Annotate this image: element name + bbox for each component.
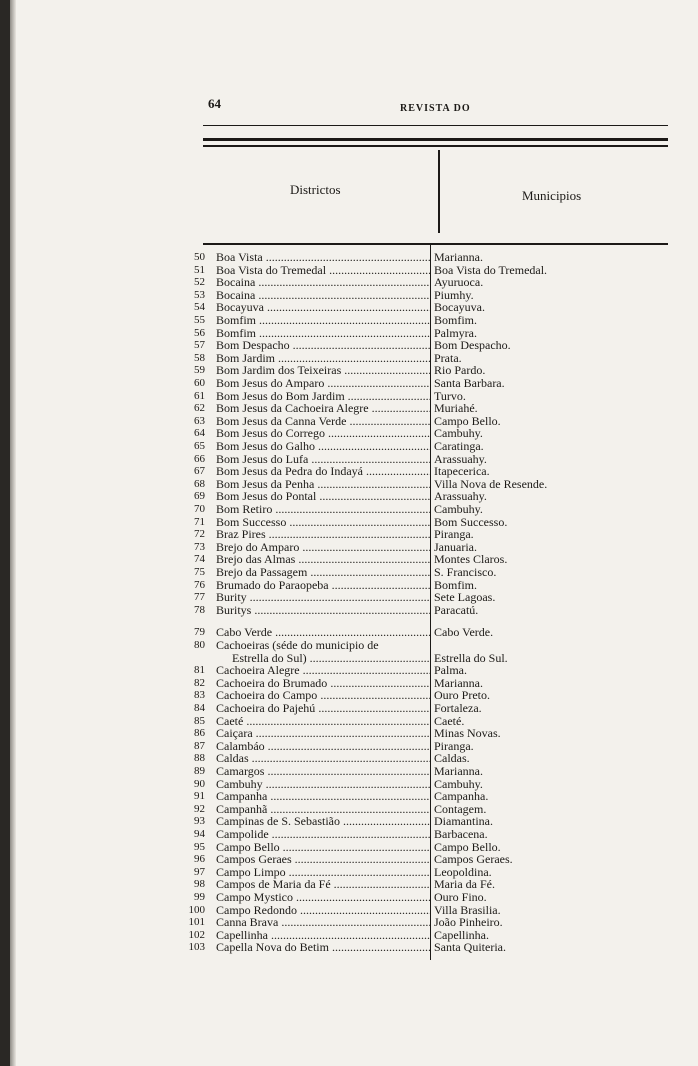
- municipio-name: Piumhy.: [434, 288, 474, 302]
- row-number: 74: [194, 553, 205, 565]
- table-row: [0, 890, 698, 904]
- row-number: 89: [194, 765, 205, 777]
- row-number: 61: [194, 390, 205, 402]
- district-name: Campo Mystico .....: [216, 890, 431, 904]
- row-number: 101: [188, 916, 205, 928]
- table-row: [0, 638, 698, 652]
- row-number: 85: [194, 715, 205, 727]
- district-name: Bom Jesus do Lufa .....: [216, 452, 431, 466]
- district-name: Campos Geraes .....: [216, 852, 431, 866]
- district-name: Burity .....: [216, 590, 431, 604]
- row-number: 62: [194, 402, 205, 414]
- district-name: Brumado do Paraopeba .....: [216, 578, 431, 592]
- district-name: Cachoeira Alegre .....: [216, 663, 431, 677]
- row-number: 90: [194, 778, 205, 790]
- municipio-name: Caldas.: [434, 751, 470, 765]
- table-row: [0, 426, 698, 440]
- municipio-name: Campo Bello.: [434, 840, 501, 854]
- row-number: 69: [194, 490, 205, 502]
- table-row: [0, 827, 698, 841]
- municipio-name: Leopoldina.: [434, 865, 492, 879]
- table-row: [0, 877, 698, 891]
- row-number: 102: [188, 929, 205, 941]
- district-name: Caldas .....: [216, 751, 431, 765]
- table-row: [0, 603, 698, 617]
- row-number: 55: [194, 314, 205, 326]
- row-number: 50: [194, 251, 205, 263]
- district-name: Bocaina .....: [216, 288, 431, 302]
- municipio-name: Cambuhy.: [434, 426, 483, 440]
- district-name: Campo Limpo .....: [216, 865, 431, 879]
- row-number: 52: [194, 276, 205, 288]
- table-row: [0, 590, 698, 604]
- table-row: [0, 552, 698, 566]
- row-number: 103: [188, 941, 205, 953]
- row-number: 71: [194, 516, 205, 528]
- row-number: 64: [194, 427, 205, 439]
- municipio-name: Ouro Fino.: [434, 890, 487, 904]
- municipio-name: Bom Despacho.: [434, 338, 511, 352]
- municipio-name: Muriahé.: [434, 401, 478, 415]
- row-number: 100: [188, 904, 205, 916]
- district-name: Caiçara .....: [216, 726, 431, 740]
- row-number: 60: [194, 377, 205, 389]
- municipio-name: Piranga.: [434, 739, 474, 753]
- district-name: Bom Successo .....: [216, 515, 431, 529]
- municipio-name: Itapecerica.: [434, 464, 490, 478]
- municipio-name: Cambuhy.: [434, 502, 483, 516]
- municipio-name: Bocayuva.: [434, 300, 485, 314]
- row-number: 79: [194, 626, 205, 638]
- row-number: 81: [194, 664, 205, 676]
- municipio-name: Villa Brasilia.: [434, 903, 501, 917]
- row-number: 53: [194, 289, 205, 301]
- municipio-name: Estrella do Sul.: [434, 651, 508, 665]
- municipio-name: Villa Nova de Resende.: [434, 477, 548, 491]
- table-row: [0, 751, 698, 765]
- table-row: [0, 250, 698, 264]
- municipio-name: Piranga.: [434, 527, 474, 541]
- row-number: 80: [194, 639, 205, 651]
- row-number: 83: [194, 689, 205, 701]
- municipio-name: Maria da Fé.: [434, 877, 495, 891]
- row-number: 51: [194, 264, 205, 276]
- municipio-name: Bomfim.: [434, 313, 478, 327]
- row-number: 78: [194, 604, 205, 616]
- row-number: 65: [194, 440, 205, 452]
- municipio-name: Santa Quiteria.: [434, 940, 506, 954]
- row-number: 70: [194, 503, 205, 515]
- municipio-name: Sete Lagoas.: [434, 590, 496, 604]
- row-number: 92: [194, 803, 205, 815]
- district-name: Bom Jesus da Penha .....: [216, 477, 431, 491]
- district-name: Campo Redondo .....: [216, 903, 431, 917]
- row-number: 73: [194, 541, 205, 553]
- district-name: Caeté .....: [216, 714, 431, 728]
- district-name: Campo Bello .....: [216, 840, 431, 854]
- row-number: 63: [194, 415, 205, 427]
- table-row: [0, 764, 698, 778]
- row-number: 94: [194, 828, 205, 840]
- district-name: Bocayuva .....: [216, 300, 431, 314]
- table-row: [0, 502, 698, 516]
- table-row: [0, 565, 698, 579]
- municipio-name: Caratinga.: [434, 439, 484, 453]
- municipio-name: Campos Geraes.: [434, 852, 513, 866]
- municipio-name: Bom Successo.: [434, 515, 508, 529]
- row-number: 58: [194, 352, 205, 364]
- municipio-name: Marianna.: [434, 250, 483, 264]
- district-name: Bom Jardim .....: [216, 351, 431, 365]
- district-name: Bom Jesus da Cachoeira Alegre .....: [216, 401, 431, 415]
- row-number: 99: [194, 891, 205, 903]
- row-number: 95: [194, 841, 205, 853]
- row-number: 54: [194, 301, 205, 313]
- row-number: 57: [194, 339, 205, 351]
- municipio-name: Turvo.: [434, 389, 466, 403]
- page-number: 64: [208, 96, 221, 111]
- table-row: [0, 489, 698, 503]
- table-row: [0, 726, 698, 740]
- running-head: REVISTA DO: [400, 103, 471, 114]
- table-row: [0, 275, 698, 289]
- district-name: Campolide .....: [216, 827, 431, 841]
- row-number: 68: [194, 478, 205, 490]
- district-name: Calambáo .....: [216, 739, 431, 753]
- district-name: Bom Jesus da Pedra do Indayá .....: [216, 464, 431, 478]
- district-name: Campinas de S. Sebastião .....: [216, 814, 431, 828]
- municipio-name: Januaria.: [434, 540, 477, 554]
- row-number: 97: [194, 866, 205, 878]
- district-name: Buritys .....: [216, 603, 431, 617]
- row-number: 93: [194, 815, 205, 827]
- municipio-name: Caeté.: [434, 714, 465, 728]
- table-row: [0, 527, 698, 541]
- district-name: Bom Jesus do Bom Jardim .....: [216, 389, 431, 403]
- district-name: Bom Jesus do Amparo .....: [216, 376, 431, 390]
- table-row: [0, 363, 698, 377]
- district-name: Bomfim .....: [216, 313, 431, 327]
- district-name: Cachoeira do Brumado .....: [216, 676, 431, 690]
- municipio-name: Montes Claros.: [434, 552, 508, 566]
- table-row: [0, 852, 698, 866]
- municipio-name: Minas Novas.: [434, 726, 501, 740]
- municipio-name: Rio Pardo.: [434, 363, 486, 377]
- row-number: 77: [194, 591, 205, 603]
- district-name: Cambuhy .....: [216, 777, 431, 791]
- municipio-name: Fortaleza.: [434, 701, 482, 715]
- district-name: Campos de Maria da Fé .....: [216, 877, 431, 891]
- row-number: 67: [194, 465, 205, 477]
- municipio-name: Palma.: [434, 663, 467, 677]
- district-name: Bom Jesus da Canna Verde .....: [216, 414, 431, 428]
- row-number: 76: [194, 579, 205, 591]
- district-name: Braz Pires .....: [216, 527, 431, 541]
- table-row: [0, 401, 698, 415]
- district-name: Campanha .....: [216, 789, 431, 803]
- row-number: 98: [194, 878, 205, 890]
- district-name: Boa Vista do Tremedal .....: [216, 263, 431, 277]
- municipio-name: Capellinha.: [434, 928, 489, 942]
- district-name: Capellinha .....: [216, 928, 431, 942]
- column-header-municipios: Municipios: [522, 188, 582, 203]
- district-name: Canna Brava .....: [216, 915, 431, 929]
- municipio-name: Marianna.: [434, 764, 483, 778]
- table-row: [0, 338, 698, 352]
- row-number: 86: [194, 727, 205, 739]
- municipio-name: Contagem.: [434, 802, 487, 816]
- row-number: 82: [194, 677, 205, 689]
- district-name: Bom Jardim dos Teixeiras .....: [216, 363, 431, 377]
- municipio-name: Boa Vista do Tremedal.: [434, 263, 548, 277]
- district-name: Cachoeira do Campo .....: [216, 688, 431, 702]
- table-row: [0, 464, 698, 478]
- table-row: [0, 376, 698, 390]
- municipio-name: Bomfim.: [434, 578, 478, 592]
- municipio-name: Cabo Verde.: [434, 625, 494, 639]
- municipio-name: Arassuahy.: [434, 452, 487, 466]
- table-row: [0, 625, 698, 639]
- district-name: Bom Despacho .....: [216, 338, 431, 352]
- municipio-name: Ouro Preto.: [434, 688, 490, 702]
- district-name: Bom Jesus do Pontal .....: [216, 489, 431, 503]
- row-number: 56: [194, 327, 205, 339]
- municipio-name: Campo Bello.: [434, 414, 501, 428]
- district-name: Bom Retiro .....: [216, 502, 431, 516]
- row-number: 75: [194, 566, 205, 578]
- table-row: [0, 814, 698, 828]
- district-name: Boa Vista .....: [216, 250, 431, 264]
- municipio-name: Campanha.: [434, 789, 489, 803]
- row-number: 96: [194, 853, 205, 865]
- table-row: [0, 688, 698, 702]
- district-name: Cabo Verde .....: [216, 625, 431, 639]
- district-name-continuation: Estrella do Sul) .....: [232, 651, 431, 665]
- row-number: 59: [194, 364, 205, 376]
- municipio-name: Marianna.: [434, 676, 483, 690]
- municipio-name: Diamantina.: [434, 814, 493, 828]
- municipio-name: Palmyra.: [434, 326, 477, 340]
- table-row: [0, 915, 698, 929]
- district-name: Brejo das Almas .....: [216, 552, 431, 566]
- municipio-name: Arassuahy.: [434, 489, 487, 503]
- municipio-name: S. Francisco.: [434, 565, 497, 579]
- row-number: 72: [194, 528, 205, 540]
- district-name: Campanhã .....: [216, 802, 431, 816]
- district-name: Bomfim .....: [216, 326, 431, 340]
- district-name: Capella Nova do Betim .....: [216, 940, 431, 954]
- municipio-name: Ayuruoca.: [434, 275, 484, 289]
- row-number: 84: [194, 702, 205, 714]
- municipio-name: Cambuhy.: [434, 777, 483, 791]
- table-row: [0, 300, 698, 314]
- municipio-name: Paracatú.: [434, 603, 479, 617]
- municipio-name: Santa Barbara.: [434, 376, 505, 390]
- municipio-name: Prata.: [434, 351, 462, 365]
- municipio-name: João Pinheiro.: [434, 915, 503, 929]
- row-number: 66: [194, 453, 205, 465]
- district-name: Cachoeiras (séde do municipio de: [216, 638, 379, 652]
- table-row: [0, 701, 698, 715]
- table-row: [0, 663, 698, 677]
- district-name: Cachoeira do Pajehú .....: [216, 701, 431, 715]
- table-row: [0, 789, 698, 803]
- row-number: 88: [194, 752, 205, 764]
- district-name: Bocaina .....: [216, 275, 431, 289]
- row-number: 91: [194, 790, 205, 802]
- row-number: 87: [194, 740, 205, 752]
- district-name: Bom Jesus do Corrego .....: [216, 426, 431, 440]
- district-name: Bom Jesus do Galho .....: [216, 439, 431, 453]
- municipio-name: Barbacena.: [434, 827, 488, 841]
- table-row: [0, 439, 698, 453]
- column-header-districtos: Districtos: [290, 182, 341, 197]
- district-name: Camargos .....: [216, 764, 431, 778]
- table-row: [0, 940, 698, 954]
- district-name: Brejo do Amparo .....: [216, 540, 431, 554]
- district-name: Brejo da Passagem .....: [216, 565, 431, 579]
- table-row: [0, 313, 698, 327]
